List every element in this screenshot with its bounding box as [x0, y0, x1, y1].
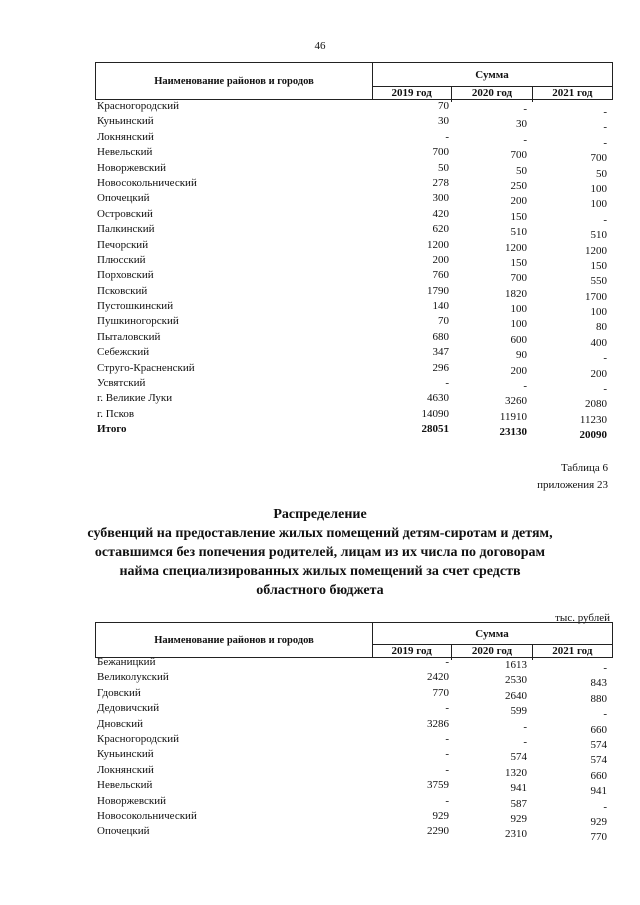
row-name: Печорский: [97, 238, 149, 251]
row-name: Красногородский: [97, 732, 180, 745]
value-2021: 929: [590, 815, 607, 828]
total-2021: 20090: [579, 429, 607, 442]
value-2020: 30: [516, 118, 527, 131]
table-row: [95, 732, 613, 751]
table6-title-line2: субвенций на предоставление жилых помещений детям-сиротам и детям,: [87, 526, 553, 541]
row-name: Островский: [97, 207, 153, 220]
table-row: [95, 223, 613, 242]
value-2019: -: [445, 763, 449, 776]
value-2019: 70: [438, 315, 449, 328]
value-2019: 3759: [427, 779, 449, 792]
table-row: [95, 671, 613, 690]
value-2019: -: [445, 748, 449, 761]
value-2019: 4630: [427, 392, 449, 405]
table6-name-column-header: Наименование районов и городов: [96, 623, 373, 657]
table-row: [95, 763, 613, 782]
table6-year-2020: 2020 год: [451, 645, 531, 660]
table-row: [95, 253, 613, 272]
table-row: [95, 146, 613, 165]
row-name: Пыталовский: [97, 330, 161, 343]
value-2020: 929: [510, 812, 527, 825]
value-2019: 680: [432, 330, 449, 343]
row-name: Себежский: [97, 346, 150, 359]
value-2021: 941: [590, 785, 607, 798]
value-2019: 300: [432, 192, 449, 205]
row-name: Бежаницкий: [97, 656, 156, 668]
row-name: Опочецкий: [97, 825, 150, 838]
row-name: Невельский: [97, 779, 153, 792]
table5-header: [95, 62, 613, 100]
value-2020: 510: [510, 226, 527, 239]
value-2020: -: [523, 720, 527, 733]
table5-name-column-header: Наименование районов и городов: [96, 63, 373, 99]
value-2021: 100: [590, 306, 607, 319]
row-name: Великолукский: [97, 671, 169, 684]
table-total-row: [95, 423, 613, 442]
row-name: Куньинский: [97, 115, 154, 128]
value-2020: 200: [510, 195, 527, 208]
value-2021: 660: [590, 723, 607, 736]
value-2021: 400: [590, 336, 607, 349]
value-2021: 700: [590, 152, 607, 165]
value-2021: 1700: [585, 290, 607, 303]
row-name: Плюсский: [97, 253, 146, 266]
table-row: [95, 207, 613, 226]
table-row: [95, 809, 613, 828]
value-2021: -: [603, 106, 607, 118]
value-2020: 1200: [505, 241, 527, 254]
value-2020: -: [523, 133, 527, 146]
value-2021: 843: [590, 677, 607, 690]
value-2019: 347: [432, 346, 449, 359]
total-2019: 28051: [421, 423, 449, 436]
value-2019: -: [445, 702, 449, 715]
table-row: [95, 315, 613, 334]
value-2019: 1200: [427, 238, 449, 251]
row-name: Невельский: [97, 146, 153, 159]
table-row: [95, 192, 613, 211]
value-2020: 2310: [505, 828, 527, 841]
value-2020: 574: [510, 751, 527, 764]
table6-units: тыс. рублей: [555, 612, 610, 624]
row-name: Порховский: [97, 269, 154, 282]
value-2020: 1320: [505, 766, 527, 779]
table6-title-line1: Распределение: [273, 507, 367, 522]
value-2020: -: [523, 103, 527, 115]
table-row: [95, 269, 613, 288]
value-2020: 200: [510, 364, 527, 377]
value-2020: 3260: [505, 395, 527, 408]
table6-title-line5: областного бюджета: [256, 583, 384, 598]
table6-body: [95, 656, 613, 844]
row-name: г. Псков: [97, 407, 135, 420]
table6-year-2021: 2021 год: [532, 645, 612, 660]
value-2019: 760: [432, 269, 449, 282]
value-2020: 50: [516, 164, 527, 177]
table6-year-2019: 2019 год: [391, 645, 432, 657]
value-2020: 2640: [505, 689, 527, 702]
value-2021: 574: [590, 738, 607, 751]
value-2019: 1790: [427, 284, 449, 297]
value-2019: 200: [432, 253, 449, 266]
row-name: Новосокольнический: [97, 809, 197, 822]
value-2020: 250: [510, 179, 527, 192]
value-2021: 660: [590, 769, 607, 782]
value-2021: 200: [590, 367, 607, 380]
table6-title-line3: оставшимся без попечения родителей, лицам из их числа по договорам: [94, 545, 546, 560]
row-name: Опочецкий: [97, 192, 150, 205]
value-2021: 100: [590, 198, 607, 211]
table-row: [95, 392, 613, 411]
value-2021: 100: [590, 182, 607, 195]
value-2019: -: [445, 794, 449, 807]
total-label: Итого: [97, 423, 127, 436]
value-2021: 770: [590, 831, 607, 844]
table6-header: [95, 622, 613, 658]
value-2021: 550: [590, 275, 607, 288]
table-row: [95, 330, 613, 349]
value-2021: 80: [596, 321, 607, 334]
value-2019: 620: [432, 223, 449, 236]
value-2020: 150: [510, 256, 527, 269]
table5-year-2020: 2020 год: [451, 87, 531, 102]
table-row: [95, 794, 613, 813]
value-2019: 929: [432, 809, 449, 822]
value-2019: -: [445, 130, 449, 143]
value-2019: 3286: [427, 717, 449, 730]
row-name: Новоржевский: [97, 161, 167, 174]
table-row: [95, 238, 613, 257]
row-name: Усвятский: [97, 377, 146, 390]
value-2019: 2420: [427, 671, 449, 684]
table-row: [95, 825, 613, 844]
table-row: [95, 656, 613, 674]
table6-sum-header: Сумма: [475, 628, 509, 640]
value-2021: -: [603, 662, 607, 674]
value-2021: -: [603, 213, 607, 226]
value-2021: 50: [596, 167, 607, 180]
table-row: [95, 284, 613, 303]
table-row: [95, 346, 613, 365]
table-row: [95, 377, 613, 396]
row-name: г. Великие Луки: [97, 392, 173, 405]
value-2020: 600: [510, 333, 527, 346]
table6-caption-line1: Таблица 6: [560, 462, 608, 474]
value-2019: -: [445, 732, 449, 745]
value-2021: -: [603, 121, 607, 134]
value-2020: 2530: [505, 674, 527, 687]
value-2019: 70: [438, 100, 449, 112]
table5-year-2021: 2021 год: [532, 87, 612, 102]
value-2020: 100: [510, 303, 527, 316]
row-name: Струго-Красненский: [97, 361, 195, 374]
row-name: Пушкиногорский: [97, 315, 179, 328]
value-2019: 30: [438, 115, 449, 128]
table6-caption-line2: приложения 23: [537, 479, 608, 491]
value-2021: -: [603, 352, 607, 365]
table-row: [95, 100, 613, 118]
value-2021: 510: [590, 229, 607, 242]
row-name: Локнянский: [97, 130, 154, 143]
value-2020: 1613: [505, 659, 527, 671]
row-name: Дновский: [97, 717, 144, 730]
value-2020: 90: [516, 349, 527, 362]
value-2020: 941: [510, 782, 527, 795]
value-2020: 11910: [499, 410, 527, 423]
value-2020: 700: [510, 272, 527, 285]
value-2019: -: [445, 656, 449, 668]
value-2019: 2290: [427, 825, 449, 838]
value-2019: 296: [432, 361, 449, 374]
value-2021: 11230: [579, 413, 607, 426]
table-row: [95, 717, 613, 736]
value-2021: -: [603, 800, 607, 813]
value-2021: 2080: [585, 398, 607, 411]
page-number: 46: [314, 40, 326, 52]
value-2021: 574: [590, 754, 607, 767]
value-2019: 140: [432, 300, 449, 313]
value-2020: -: [523, 380, 527, 393]
table5-body: [95, 100, 613, 442]
total-2020: 23130: [499, 426, 527, 439]
value-2019: 50: [438, 161, 449, 174]
value-2020: 587: [510, 797, 527, 810]
value-2021: 150: [590, 259, 607, 272]
table-row: [95, 176, 613, 195]
value-2021: -: [603, 708, 607, 721]
value-2020: 599: [510, 705, 527, 718]
table-row: [95, 407, 613, 426]
value-2019: -: [445, 377, 449, 390]
row-name: Красногородский: [97, 100, 180, 112]
value-2020: 150: [510, 210, 527, 223]
value-2021: 880: [590, 692, 607, 705]
table6-title: [0, 505, 640, 600]
row-name: Новосокольнический: [97, 176, 197, 189]
table-row: [95, 779, 613, 798]
value-2020: 1820: [505, 287, 527, 300]
value-2021: -: [603, 136, 607, 149]
value-2020: -: [523, 735, 527, 748]
table-row: [95, 130, 613, 149]
table-row: [95, 361, 613, 380]
row-name: Псковский: [97, 284, 148, 297]
value-2019: 14090: [421, 407, 449, 420]
value-2019: 770: [432, 686, 449, 699]
table6-title-line4: найма специализированных жилых помещений за счет средств: [119, 564, 521, 579]
value-2020: 100: [510, 318, 527, 331]
table5-sum-header: Сумма: [475, 69, 509, 81]
row-name: Пустошкинский: [97, 300, 174, 313]
value-2020: 700: [510, 149, 527, 162]
value-2019: 700: [432, 146, 449, 159]
table-row: [95, 702, 613, 721]
row-name: Дедовичский: [97, 702, 160, 715]
value-2021: -: [603, 383, 607, 396]
row-name: Палкинский: [97, 223, 155, 236]
table-row: [95, 115, 613, 134]
row-name: Куньинский: [97, 748, 154, 761]
value-2019: 420: [432, 207, 449, 220]
table5-year-2019: 2019 год: [391, 87, 432, 99]
value-2019: 278: [432, 176, 449, 189]
row-name: Новоржевский: [97, 794, 167, 807]
table-row: [95, 686, 613, 705]
table-row: [95, 161, 613, 180]
table-row: [95, 748, 613, 767]
row-name: Гдовский: [97, 686, 141, 699]
value-2021: 1200: [585, 244, 607, 257]
row-name: Локнянский: [97, 763, 154, 776]
table6-caption: [537, 460, 608, 494]
table-row: [95, 300, 613, 319]
